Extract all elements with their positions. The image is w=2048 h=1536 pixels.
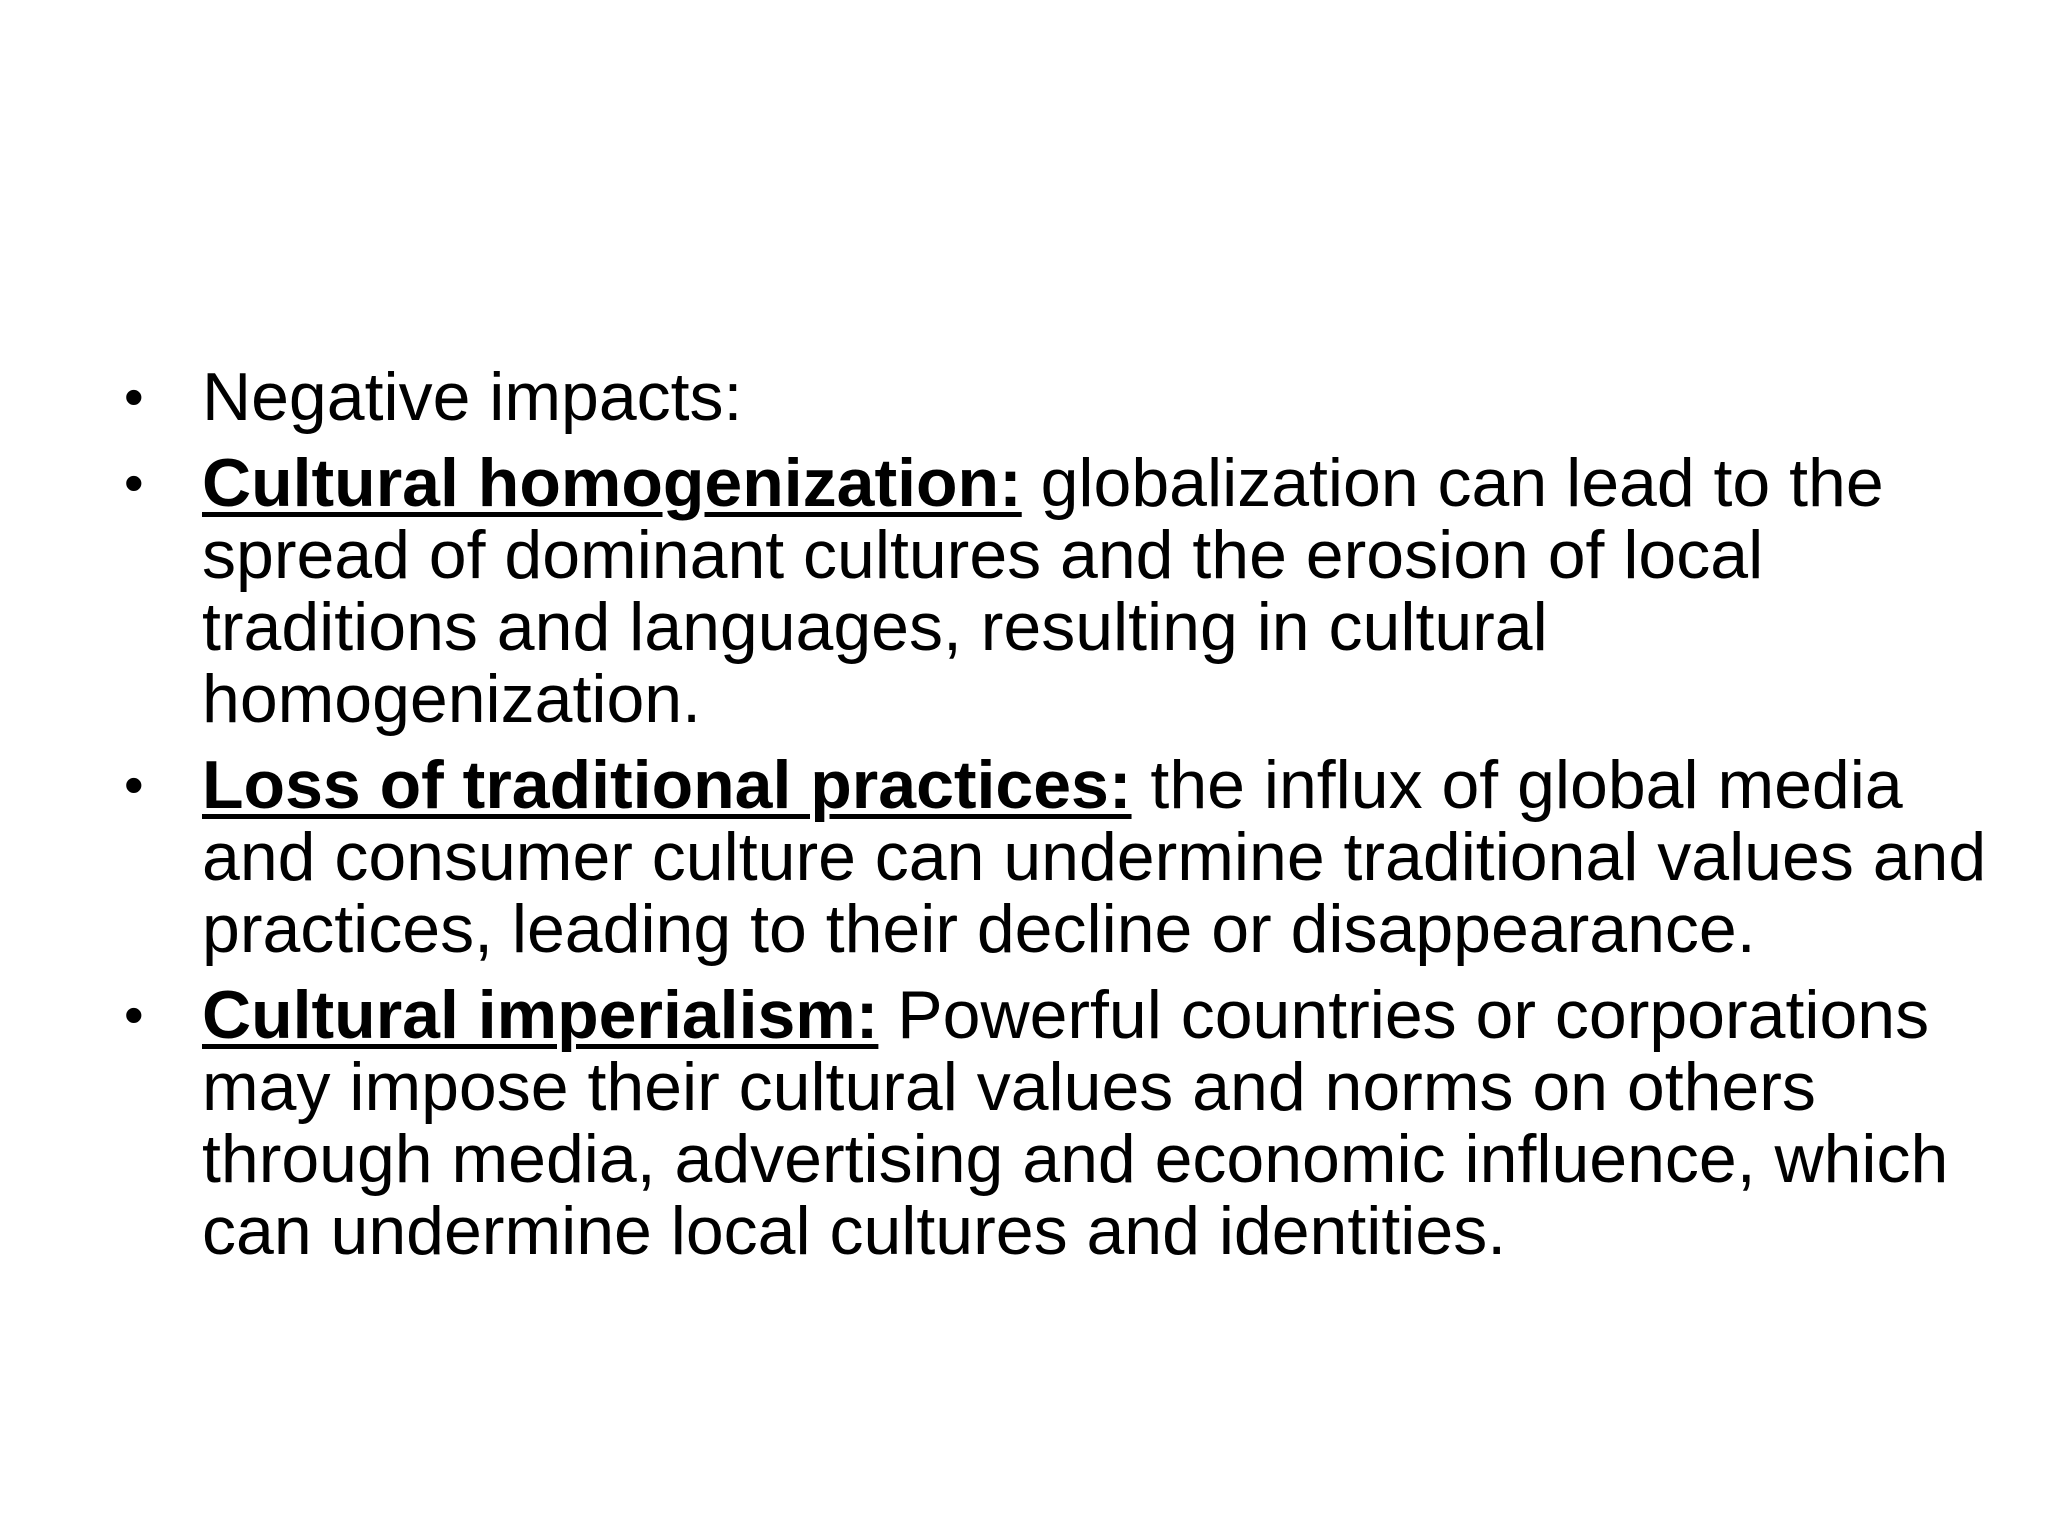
bullet-text: Negative impacts: [202, 359, 743, 435]
bullet-term: Loss of traditional practices: [202, 747, 1132, 823]
bullet-term: Cultural imperialism: [202, 977, 879, 1053]
bullet-item-cultural-imperialism [120, 979, 2000, 1267]
bullet-item-negative-impacts [120, 361, 2000, 433]
bullet-icon: • [124, 451, 144, 514]
bullet-term: Cultural homogenization: [202, 445, 1022, 521]
bullet-text: the influx of global media and consumer culture can undermine traditional values and practices, leading to their decline or disappearance. [202, 747, 1987, 967]
bullet-text: Powerful countries or corporations may impose their cultural values and norms on others through media, advertising and economic influence, which can undermine local cultures and identities. [202, 977, 1949, 1269]
bullet-icon: • [124, 753, 144, 816]
bullet-icon: • [124, 365, 144, 428]
bullet-item-loss-of-traditional-practices [120, 749, 2000, 965]
bullet-list [120, 361, 2000, 1281]
bullet-item-cultural-homogenization [120, 447, 2000, 735]
bullet-icon: • [124, 983, 144, 1046]
bullet-text: globalization can lead to the spread of dominant cultures and the erosion of local traditions and languages, resulting in cultural homogenization. [202, 445, 1884, 737]
